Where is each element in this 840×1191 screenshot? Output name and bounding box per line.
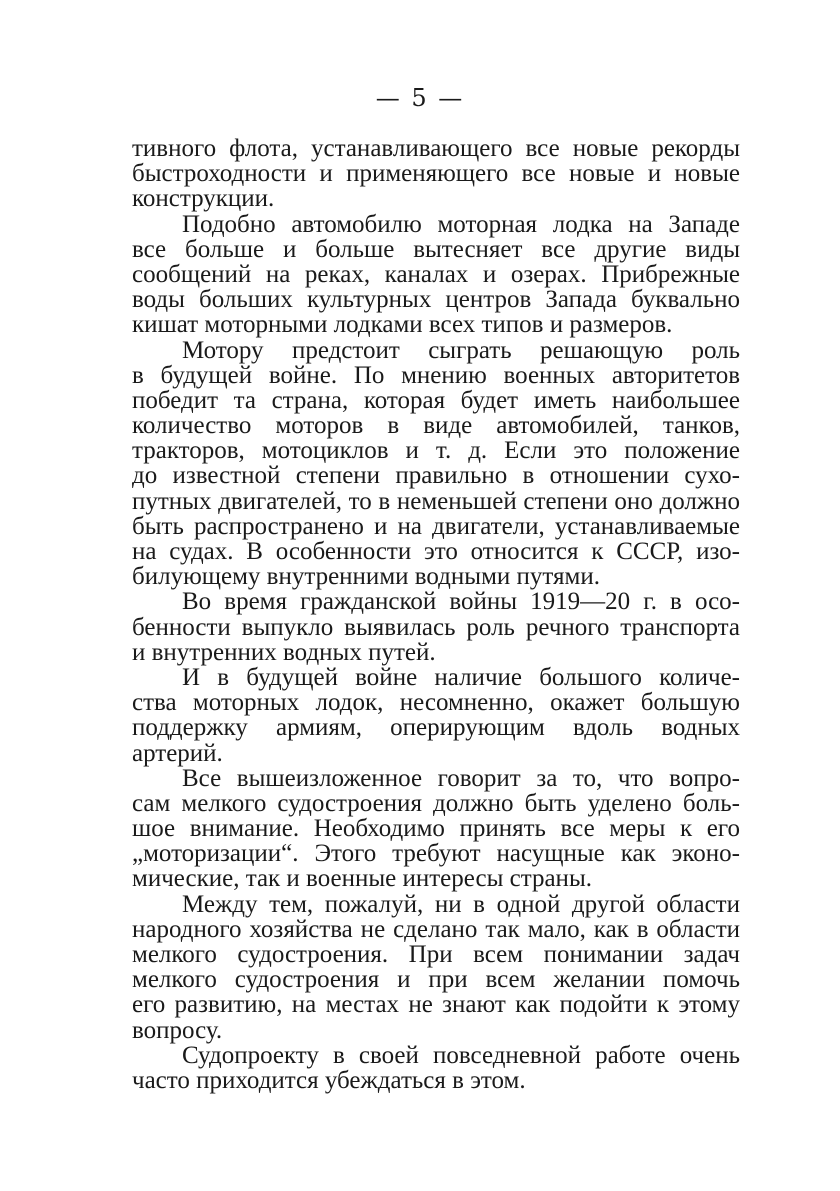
- text-line: в будущей войне. По мнению военных авторитетов: [132, 361, 740, 389]
- text-line: ства моторных лодок, несомненно, окажет большую: [132, 689, 740, 717]
- text-line: Между тем, пожалуй, ни в одной другой области: [182, 890, 740, 918]
- text-line: и внутренних водных путей.: [132, 638, 436, 666]
- text-line: кишат моторными лодками всех типов и размеров.: [132, 311, 673, 339]
- text-line: Мотору предстоит сыграть решающую роль: [182, 336, 740, 364]
- text-line: „моторизации“. Этого требуют насущные как эконо-: [132, 840, 740, 868]
- text-line: мелкого судостроения. При всем понимании задач: [132, 941, 740, 968]
- text-line: на судах. В особенности это относится к СССР, изо-: [132, 538, 740, 565]
- text-line: количество моторов в виде автомобилей, танков,: [132, 412, 740, 440]
- text-line: артерий.: [132, 739, 223, 767]
- text-line: Во время гражданской войны 1919—20 г. в осо-: [182, 588, 740, 616]
- text-line: все больше и больше вытесняет все другие виды: [132, 235, 740, 263]
- text-line: его развитию, на местах не знают как подойти к этому: [132, 991, 740, 1019]
- text-line: бенности выпукло выявилась роль речного транспорта: [132, 613, 740, 641]
- text-line: шое внимание. Необходимо принять все меры к его: [132, 815, 740, 843]
- text-line: мические, так и военные интересы страны.: [132, 865, 592, 893]
- text-line: мелкого судостроения и при всем желании помочь: [132, 966, 740, 994]
- text-line: поддержку армиям, оперирующим вдоль водных: [132, 714, 740, 742]
- text-line: до известной степени правильно в отношении сухо-: [132, 462, 740, 490]
- text-line: часто приходится убеждаться в этом.: [132, 1066, 526, 1094]
- text-line: Все вышеизложенное говорит за то, что вопро-: [182, 764, 740, 792]
- text-line: быстроходности и применяющего все новые и новые: [132, 160, 740, 188]
- text-line: сам мелкого судостроения должно быть уделено боль-: [132, 789, 740, 817]
- text-line: И в будущей войне наличие большого количе-: [182, 663, 740, 691]
- text-line: Судопроекту в своей повседневной работе очень: [182, 1041, 740, 1069]
- text-line: тракторов, мотоциклов и т. д. Если это положение: [132, 437, 740, 465]
- text-line: народного хозяйства не сделано так мало, как в области: [132, 915, 740, 943]
- body-text: [132, 136, 740, 1093]
- text-line: путных двигателей, то в неменьшей степени оно должно: [132, 487, 740, 515]
- text-line: победит та страна, которая будет иметь наибольшее: [132, 386, 740, 414]
- text-line: вопросу.: [132, 1016, 223, 1044]
- text-line: быть распространено и на двигатели, устанавливаемые: [132, 512, 740, 540]
- text-line: билующему внутренними водными путями.: [132, 563, 600, 591]
- text-line: сообщений на реках, каналах и озерах. Прибрежные: [132, 260, 740, 288]
- page-number: — 5 —: [375, 84, 465, 112]
- text-line: конструкции.: [132, 185, 275, 213]
- text-line: воды больших культурных центров Запада буквально: [132, 286, 740, 314]
- text-line: Подобно автомобилю моторная лодка на Западе: [182, 210, 740, 238]
- text-line: тивного флота, устанавливающего все новые рекорды: [132, 135, 740, 162]
